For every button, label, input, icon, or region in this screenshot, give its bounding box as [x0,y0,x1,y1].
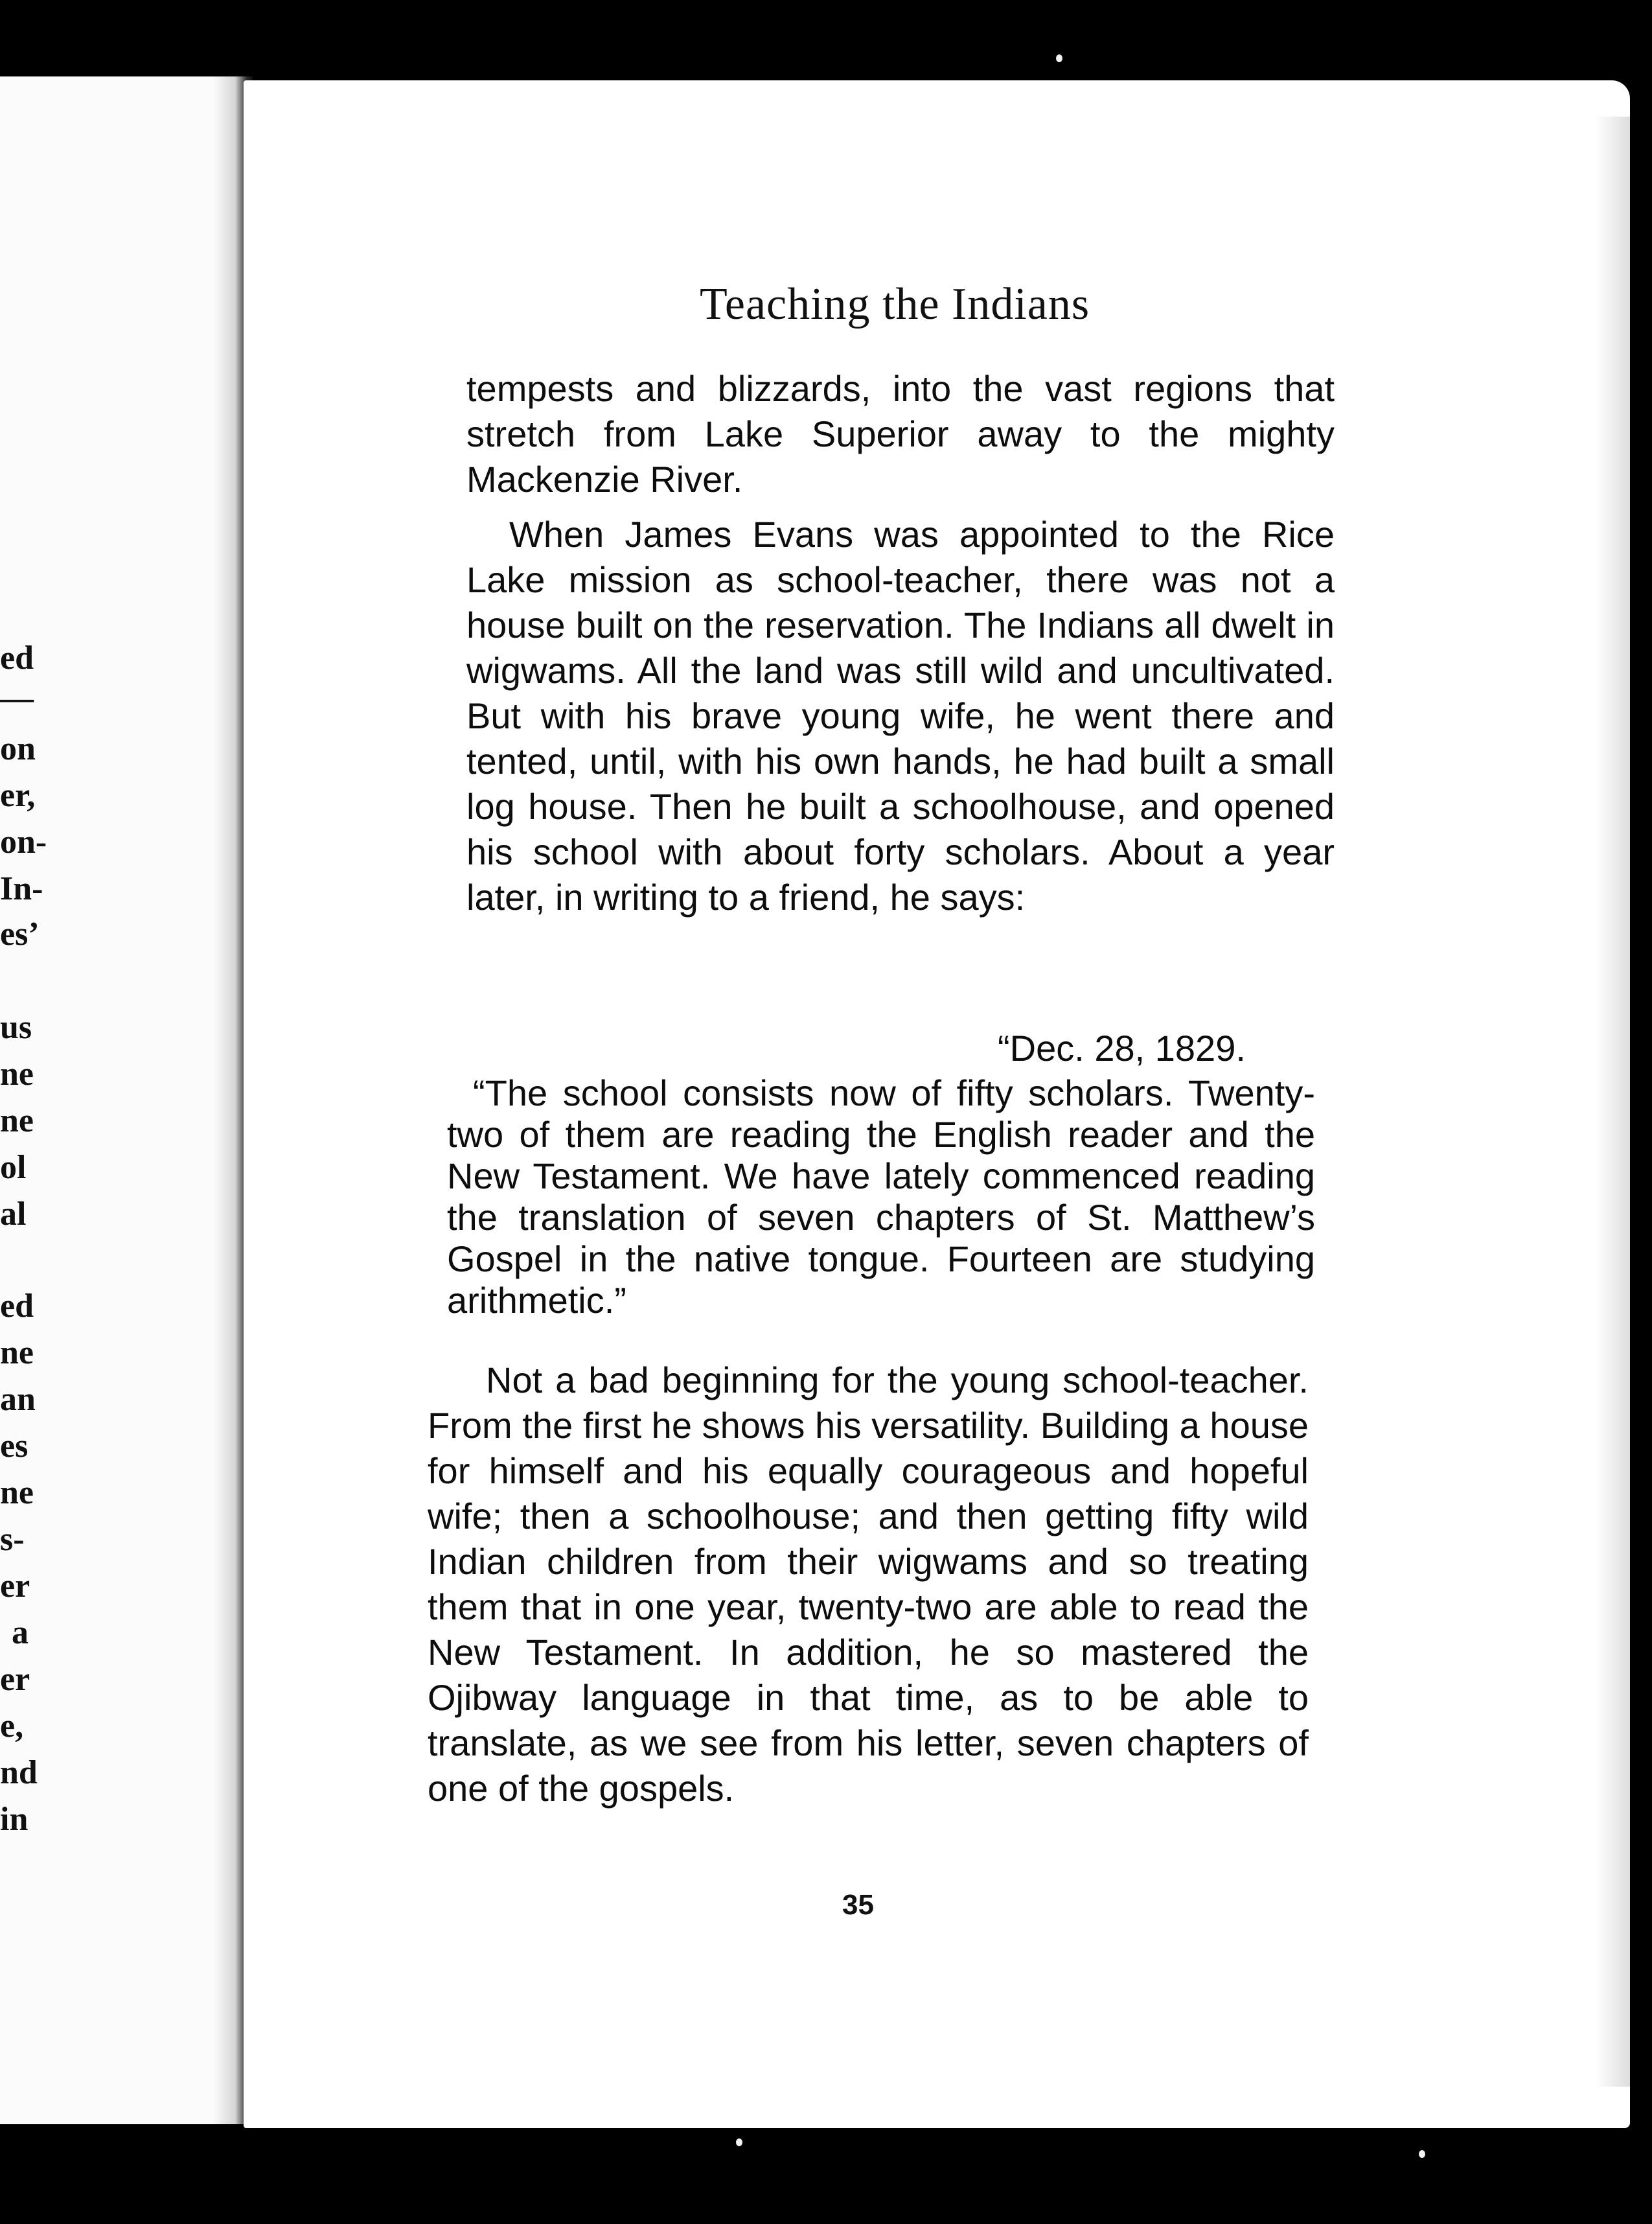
fragment-text: ed [0,640,34,677]
fragment-text: on [0,730,36,767]
letter-date: “Dec. 28, 1829. [998,1028,1246,1069]
fragment-text: er, [0,777,36,814]
fragment-text: ne [0,1056,34,1093]
paragraph [466,512,1335,920]
page-edge-shadow [1595,117,1634,2087]
fragment-text: ne [0,1102,34,1139]
fragment-text: es [0,1428,29,1465]
paragraph: Not a bad beginning for the young school-teacher. From the first he shows his versatility. Building a house for himself and his equally courageous and hopeful wife; then a schoolhouse; and then getting fifty wild Indian children from their wigwams and so treating them that in one year, twenty-two are able to read the New Testament. In addition, he so mastered the Ojibway language in that time, as to be able to translate, as we see from his letter, seven chapters of one of the gospels. [428,1360,1309,1809]
scan-dust-speck [1419,2150,1425,2158]
fragment-text: ne [0,1334,34,1371]
fragment-text: ne [0,1474,34,1511]
previous-page-edge [0,76,240,2124]
fragment-text: s- [0,1521,25,1558]
fragment-text: er [0,1568,30,1604]
fragment-text: er [0,1661,30,1698]
fragment-text: a [12,1614,29,1651]
quoted-letter: “The school consists now of fifty scholars. Twenty-two of them are reading the English reader and the New Testament. We have lately commenced reading the translation of seven chapters of St. Matthew’s Gospel in the native tongue. Fourteen are studying arithmetic.” [447,1072,1315,1321]
fragment-text: — [0,680,34,717]
fragment-text: ed [0,1288,34,1325]
fragment-text: on- [0,824,47,861]
fragment-text: an [0,1381,36,1418]
fragment-text: us [0,1009,32,1046]
scan-dust-speck [736,2138,742,2146]
fragment-text: nd [0,1754,38,1791]
page-number: 35 [842,1889,874,1921]
scan-dust-speck [1056,54,1062,62]
running-head: Teaching the Indians [700,279,1090,329]
fragment-text: in [0,1801,29,1838]
fragment-text: al [0,1196,27,1233]
fragment-text: ol [0,1149,27,1186]
fragment-text: e, [0,1708,24,1744]
fragment-text: In- [0,870,43,907]
paragraph-text: tempests and blizzards, into the vast regions that stretch from Lake Superior away to the mighty Mackenzie River. [466,368,1335,500]
paragraph-text: When James Evans was appointed to the Rice Lake mission as school-teacher, there was not a house built on the reservation. The Indians all dwelt in wigwams. All the land was still wild and uncultivated. But with his brave young wife, he went there and tented, until, with his own hands, he had built a small log house. Then he built a schoolhouse, and opened his school with about forty scholars. About a year later, in writing to a friend, he says: [466,514,1335,918]
paragraph-continued [466,366,1335,502]
fragment-text: es’ [0,916,40,953]
